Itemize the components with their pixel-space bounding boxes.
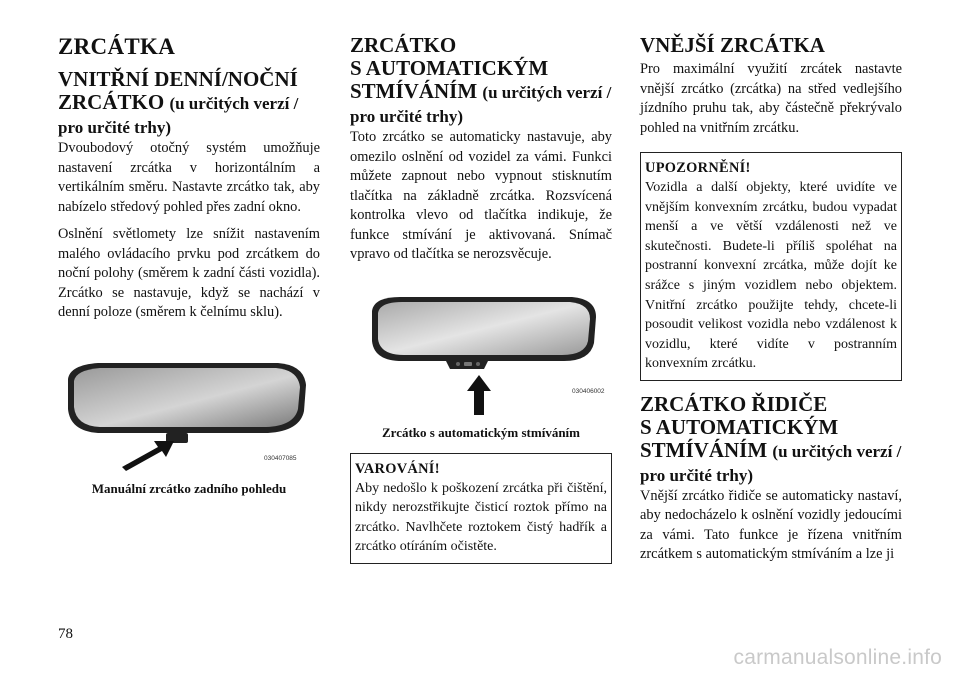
paragraph-driver-auto-dimming: Vnější zrcátko řidiče se automaticky nastaví, aby nedocházelo k oslnění vozidly jedoucími za vámi. Tato funkce je řízena vnitřním zrcátkem s automatickým stmíváním a lze ji bbox=[640, 487, 902, 563]
paragraph-outside-mirrors: Pro maximální využití zrcátek nastavte vnější zrcátko (zrcátka) na střed vedlejšího jízdního pruhu tak, aby částečně překrývalo pohled na vnitřním zrcátku. bbox=[640, 61, 902, 136]
subheading-inner-mirror bbox=[58, 68, 320, 139]
heading-driver-auto-dimming bbox=[640, 393, 902, 487]
right-column bbox=[640, 34, 902, 573]
warning-title: VAROVÁNÍ! bbox=[355, 460, 440, 477]
paragraph-auto-dimming: Toto zrcátko se automaticky nastavuje, aby omezilo oslnění od vozidel za vámi. Funkci můžete zapnout nebo vypnout stisknutím tlačítka na základně zrcátka. Rozsvícená kontrolka vlevo od tlačítka indikuje, že funkce stmívání je aktivovaná. Snímač vpravo od tlačítka se nerozsvěcuje. bbox=[350, 129, 612, 262]
heading-driver-line1: ZRCÁTKO ŘIDIČE bbox=[640, 391, 828, 416]
caption-manual-mirror: Manuální zrcátko zadního pohledu bbox=[91, 480, 287, 496]
warning-box bbox=[350, 453, 612, 564]
section-heading-mirrors: ZRCÁTKA bbox=[58, 34, 176, 59]
heading-auto-line1: ZRCÁTKO bbox=[350, 33, 457, 57]
figure-code-auto: 030406002 bbox=[572, 387, 605, 395]
heading-auto-note: (u určitých verzí / pro určité trhy) bbox=[350, 83, 612, 126]
heading-driver-line3: STMÍVÁNÍM bbox=[640, 437, 768, 462]
heading-driver-note: (u určitých verzí / pro určité trhy) bbox=[640, 441, 902, 485]
heading-driver-line2: S AUTOMATICKÝM bbox=[640, 414, 839, 439]
figure-code-manual: 030407085 bbox=[264, 454, 297, 462]
auto-dimming-mirror-illustration bbox=[350, 293, 612, 425]
middle-column bbox=[350, 34, 612, 564]
paragraph-inner-mirror-night: Oslnění světlomety lze snížit nastavením malého ovládacího prvku pod zrcátkem do noční polohy (směrem k zadní části vozidla). Zrcátko se nastavuje, když se nachází v denní poloze (směrem k čelnímu sklu). bbox=[58, 226, 320, 320]
watermark: carmanualsonline.info bbox=[733, 646, 942, 669]
manual-mirror-illustration bbox=[58, 357, 320, 479]
caution-text: Vozidla a další objekty, které uvidíte ve vnějším konvexním zrcátku, budou vypadat menší a ve větší vzdálenosti než ve skutečnosti. Budete-li příliš spoléhat na postranní konvexní zrcátka, může dojít ke srážce s jiným vozidlem nebo objektem. Vnitřní zrcátko použijte tehdy, chcete-li posoudit velikost vozidla nebo vzdálenost k vozidlu, které vidíte v postranním konvexním zrcátku. bbox=[645, 180, 897, 372]
caution-box bbox=[640, 152, 902, 381]
left-column bbox=[58, 34, 320, 497]
paragraph-inner-mirror-adjust: Dvoubodový otočný systém umožňuje nastavení zrcátka v horizontálním a vertikálním směru. Nastavte zrcátko tak, aby nabízelo středový pohled přes zadní okno. bbox=[58, 140, 320, 215]
heading-auto-line2: S AUTOMATICKÝM bbox=[350, 56, 549, 80]
heading-auto-line3: STMÍVÁNÍM bbox=[350, 79, 478, 103]
caution-title: UPOZORNĚNÍ! bbox=[645, 160, 751, 176]
subheading-inner-mirror-note: (u určitých verzí / pro určité trhy) bbox=[58, 94, 299, 137]
heading-auto-dimming-mirror bbox=[350, 34, 612, 128]
page-number: 78 bbox=[58, 626, 73, 642]
caption-auto-dimming-mirror: Zrcátko s automatickým stmíváním bbox=[381, 424, 580, 440]
heading-outside-mirrors: VNĚJŠÍ ZRCÁTKA bbox=[640, 33, 825, 57]
figure-manual-mirror bbox=[58, 357, 320, 479]
subheading-inner-mirror-text: VNITŘNÍ DENNÍ/NOČNÍ ZRCÁTKO bbox=[58, 67, 298, 114]
figure-auto-dimming-mirror bbox=[350, 293, 612, 425]
warning-text: Aby nedošlo k poškození zrcátka při čištění, nikdy nerozstřikujte čisticí roztok přímo na zrcátko. Navlhčete roztokem čistý hadřík a zrcátko otíráním očistěte. bbox=[355, 480, 607, 555]
